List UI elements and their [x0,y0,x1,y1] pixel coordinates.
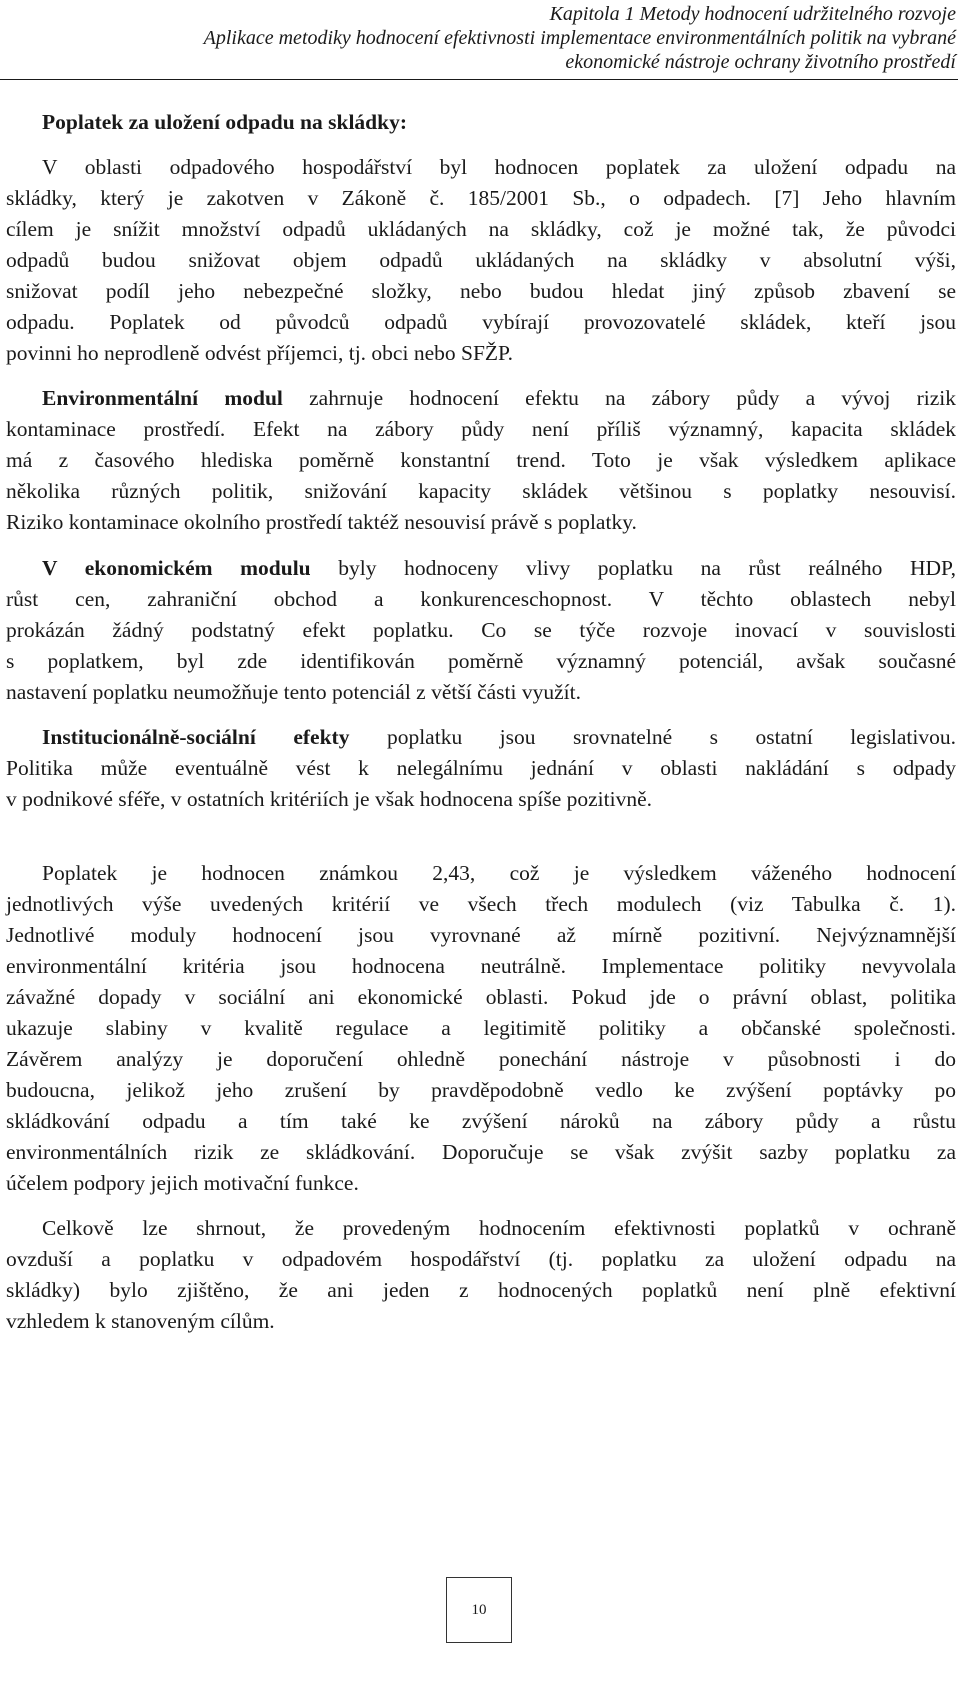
paragraph-environmental-module [6,383,956,538]
text-line: kontaminace prostředí. Efekt na zábory půdy není příliš významný, kapacita skládek [6,417,956,441]
text-line: Riziko kontaminace okolního prostředí taktéž nesouvisí právě s poplatky. [6,510,637,534]
text-line: budoucna, jelikož jeho zrušení by pravděpodobně vedlo ke zvýšení poptávky po [6,1078,956,1102]
page-number-text: 10 [471,1601,487,1618]
text-line: odpadů budou snižovat objem odpadů ukládaných na skládky v absolutní výši, [6,248,956,272]
header-divider [0,79,958,80]
text-line: Politika může eventuálně vést k nelegálnímu jednání v oblasti nakládání s odpady [6,756,956,780]
running-header [0,2,956,74]
text-line: ukazuje slabiny v kvalitě regulace a legitimitě politiky a občanské společnosti. [6,1016,956,1040]
text-line: účelem podpory jejich motivační funkce. [6,1171,359,1195]
page-number [446,1577,512,1643]
paragraph-overall-score [6,858,956,1199]
header-subtitle-line-2: ekonomické nástroje ochrany životního prostředí [565,51,956,73]
paragraph-institutional-social-effects [6,722,956,815]
text-run: byly hodnoceny vlivy poplatku na růst reálného HDP, [310,556,956,580]
text-line: V oblasti odpadového hospodářství byl hodnocen poplatek za uložení odpadu na [42,155,956,179]
text-run: poplatku jsou srovnatelné s ostatní legislativou. [349,725,956,749]
text-line [6,722,956,753]
text-line: závažné dopady v sociální ani ekonomické oblasti. Pokud jde o právní oblast, politika [6,985,956,1009]
text-line: odpadu. Poplatek od původců odpadů vybírají provozovatelé skládek, kteří jsou [6,310,956,334]
text-line: ovzduší a poplatku v odpadovém hospodářství (tj. poplatku za uložení odpadu na [6,1247,956,1271]
paragraph-economic-module [6,553,956,708]
text-line: prokázán žádný podstatný efekt poplatku. Co se týče rozvoje inovací v souvislosti [6,618,956,642]
text-line: Závěrem analýzy je doporučení ohledně ponechání nástroje v působnosti i do [6,1047,956,1071]
section-heading: Poplatek za uložení odpadu na skládky: [42,110,407,134]
bold-term: V ekonomickém modulu [42,556,311,580]
text-line [6,383,956,414]
text-line: skládky) bylo zjištěno, že ani jeden z hodnocených poplatků není plně efektivní [6,1278,956,1302]
text-line: Jednotlivé moduly hodnocení jsou vyrovnané až mírně pozitivní. Nejvýznamnější [6,923,956,947]
text-line: nastavení poplatku neumožňuje tento potenciál z větší části využít. [6,680,581,704]
header-subtitle-line-1: Aplikace metodiky hodnocení efektivnosti implementace environmentálních politik na vybrané [203,27,956,49]
header-chapter-title: Kapitola 1 Metody hodnocení udržitelného rozvoje [549,3,956,25]
text-line: růst cen, zahraniční obchod a konkurenceschopnost. V těchto oblastech nebyl [6,587,956,611]
text-line: Poplatek je hodnocen známkou 2,43, což je výsledkem váženého hodnocení [42,861,956,885]
text-line: jednotlivých výše uvedených kritérií ve všech třech modulech (viz Tabulka č. 1). [6,892,956,916]
paragraph-landfill-fee-intro [6,152,956,369]
text-line [6,553,956,584]
text-line: snižovat podíl jeho nebezpečné složky, nebo budou hledat jiný způsob zbavení se [6,279,956,303]
bold-term: Environmentální modul [42,386,283,410]
text-line: cílem je snížit množství odpadů ukládaných na skládky, což je možné tak, že původci [6,217,956,241]
text-line: environmentální kritéria jsou hodnocena neutrálně. Implementace politiky nevyvolala [6,954,956,978]
text-line: v podnikové sféře, v ostatních kritériích je však hodnocena spíše pozitivně. [6,787,653,811]
text-line: s poplatkem, byl zde identifikován poměrně významný potenciál, avšak současné [6,649,956,673]
text-line: skládky, který je zakotven v Zákoně č. 185/2001 Sb., o odpadech. [7] Jeho hlavním [6,186,956,210]
text-line: má z časového hlediska poměrně konstantní trend. Toto je však výsledkem aplikace [6,448,956,472]
paragraph-conclusion [6,1213,956,1337]
text-line: povinni ho neprodleně odvést příjemci, tj. obci nebo SFŽP. [6,341,513,365]
text-run: zahrnuje hodnocení efektu na zábory půdy a vývoj rizik [282,386,956,410]
text-line: environmentálních rizik ze skládkování. Doporučuje se však zvýšit sazby poplatku za [6,1140,956,1164]
text-line: vzhledem k stanoveným cílům. [6,1309,275,1333]
text-line: několika různých politik, snižování kapacity skládek většinou s poplatky nesouvisí. [6,479,956,503]
bold-term: Institucionálně-sociální efekty [42,725,350,749]
text-line: Celkově lze shrnout, že provedeným hodnocením efektivnosti poplatků v ochraně [42,1216,956,1240]
text-line: skládkování odpadu a tím také ke zvýšení nároků na zábory půdy a růstu [6,1109,956,1133]
